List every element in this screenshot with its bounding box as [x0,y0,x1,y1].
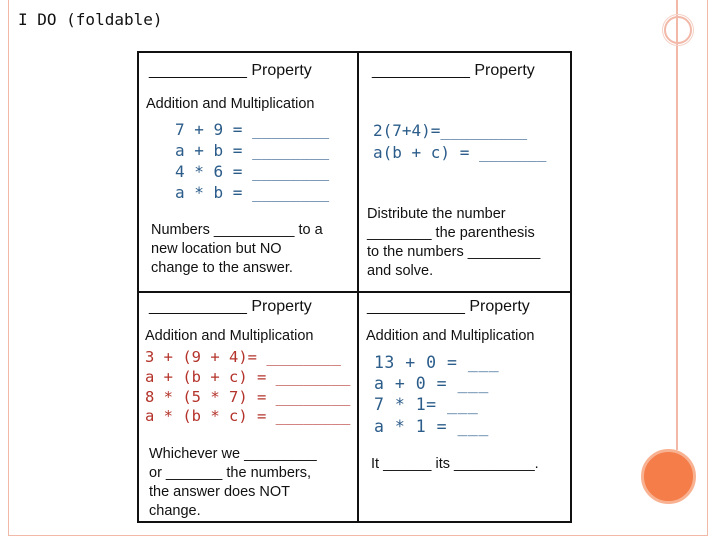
q3-equation: 8 * (5 * 7) = ________ [145,388,351,406]
q1-equation: 4 * 6 = ________ [175,162,330,181]
q1-equation: 7 + 9 = ________ [175,120,330,139]
decorative-ring-inner [664,16,692,44]
q1-subheading: Addition and Multiplication [146,96,315,112]
q4-equation: a * 1 = ___ [374,417,489,436]
q4-equation: 13 + 0 = ___ [374,353,500,372]
grid-divider-vertical [357,53,359,521]
q4-subheading: Addition and Multiplication [366,328,535,344]
q1-heading: ___________ Property [149,62,312,79]
q2-equation: 2(7+4)=_________ [373,121,528,140]
q1-equation: a * b = ________ [175,183,330,202]
q3-equation: 3 + (9 + 4)= ________ [145,348,341,366]
q4-equation: a + 0 = ___ [374,374,489,393]
q4-heading: ___________ Property [367,298,530,315]
q3-note: Whichever we _________ or _______ the numbers, the answer does NOT change. [149,446,317,519]
grid-divider-horizontal [139,291,570,293]
q3-equation: a * (b * c) = ________ [145,407,351,425]
slide-title: I DO (foldable) [18,10,163,29]
q2-equation: a(b + c) = _______ [373,143,547,162]
foldable-grid [137,51,572,523]
q2-heading: ___________ Property [372,62,535,79]
q3-equation: a + (b + c) = ________ [145,368,351,386]
q2-note: Distribute the number ________ the parenthesis to the numbers _________ and solve. [367,206,541,279]
q3-heading: ___________ Property [149,298,312,315]
q4-equation: 7 * 1= ___ [374,395,479,414]
q1-equation: a + b = ________ [175,141,330,160]
q3-subheading: Addition and Multiplication [145,328,314,344]
decorative-orange-circle [641,449,696,504]
q4-note: It ______ its __________. [371,456,539,472]
decorative-line [676,0,678,450]
q1-note: Numbers __________ to a new location but NO change to the answer. [151,222,323,276]
